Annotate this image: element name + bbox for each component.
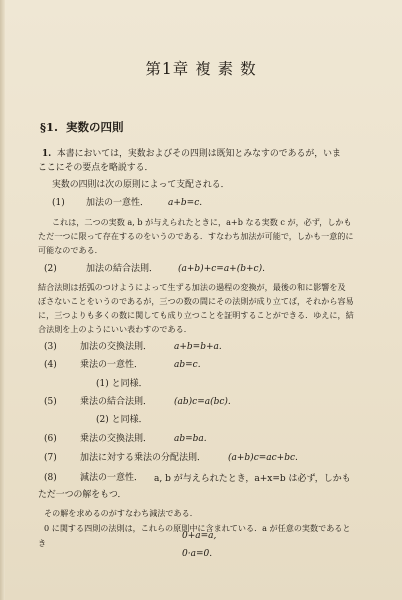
law4-label: 乗法の一意性．: [80, 360, 144, 370]
law5-number: (5): [44, 397, 57, 407]
section-title: 実数の四則: [66, 120, 124, 134]
law6-formula: ab=ba.: [174, 434, 207, 444]
law5-formula: (ab)c=a(bc).: [174, 397, 231, 407]
para1-text-1: 本書においては，実数およびその四則は既知とみなすのであるが，いま: [56, 149, 341, 159]
law2-number: (2): [44, 264, 57, 274]
law1-label: 加法の一意性．: [86, 198, 150, 208]
law4-formula: ab=c.: [174, 360, 201, 370]
para1-number: 1.: [42, 149, 52, 159]
law2-explain-3: に，三つよりも多くの数に関しても成り立つことを証明することができる．ゆえに，結: [38, 310, 354, 320]
para1-line1: [42, 150, 341, 159]
law2-explain-2: ぼさないことをいうのであるが，三つの数の間にその法則が成り立てば，それから容易: [38, 296, 354, 306]
law2-explain-4: 合法則を上のようにいい表わすのである．: [38, 324, 192, 334]
law4-note: (1) と同様．: [96, 379, 148, 389]
section-heading: [40, 122, 124, 134]
law3-number: (3): [44, 342, 57, 352]
law2-label: 加法の結合法則．: [86, 264, 159, 274]
zero-rule-mul: 0·a=0.: [182, 549, 213, 559]
law1-formula: a+b=c.: [168, 198, 203, 208]
law4-number: (4): [44, 360, 57, 370]
law5-label: 乗法の結合法則．: [80, 397, 153, 407]
law7-formula: (a+b)c=ac+bc.: [228, 453, 298, 463]
law1-explain-2: ただ一つに限って存在するのをいうのである．すなわち加法が可能で，しかも一意的に: [38, 231, 354, 241]
law8-statement: a, b が与えられたとき，a+x=b は必ず，しかも: [154, 474, 351, 484]
law7-label: 加法に対する乗法の分配法則．: [80, 453, 207, 463]
law6-label: 乗法の交換法則．: [80, 434, 153, 444]
para1-line3: 実数の四則は次の原則によって支配される．: [52, 180, 230, 190]
law7-number: (7): [44, 453, 57, 463]
law1-explain-1: これは，二つの実数 a, b が与えられたときに，a+b なる実数 c が，必ず，しかも: [52, 217, 352, 227]
law2-explain-1: 結合法則は括弧のつけようによって生ずる加法の過程の変換が，最後の和に影響を及: [38, 282, 346, 292]
page-spine-shadow: [0, 0, 5, 600]
law6-number: (6): [44, 434, 57, 444]
law8-number: (8): [44, 473, 57, 483]
law8-label: 減法の一意性．: [80, 473, 144, 483]
section-number: §1.: [40, 120, 59, 134]
chapter-title: 第1章 複 素 数: [145, 60, 257, 78]
para1-line2: ここにその要点を略説する．: [38, 163, 154, 173]
closing-line-1: その解を求めるのがすなわち減法である．: [44, 508, 198, 518]
law2-formula: (a+b)+c=a+(b+c).: [178, 264, 265, 274]
law8-continuation: ただ一つの解をもつ．: [38, 490, 127, 500]
law3-label: 加法の交換法則．: [80, 342, 153, 352]
closing-line-3: き: [38, 538, 47, 548]
law1-number: (1): [52, 198, 65, 208]
zero-rule-add: 0+a=a,: [182, 531, 217, 541]
law5-note: (2) と同様．: [96, 415, 148, 425]
law1-explain-3: 可能なのである．: [38, 245, 103, 255]
closing-line-2: 0 に関する四則の法則は，これらの原則中に含まれている．a が任意の実数であると: [44, 523, 351, 533]
law3-formula: a+b=b+a.: [174, 342, 222, 352]
